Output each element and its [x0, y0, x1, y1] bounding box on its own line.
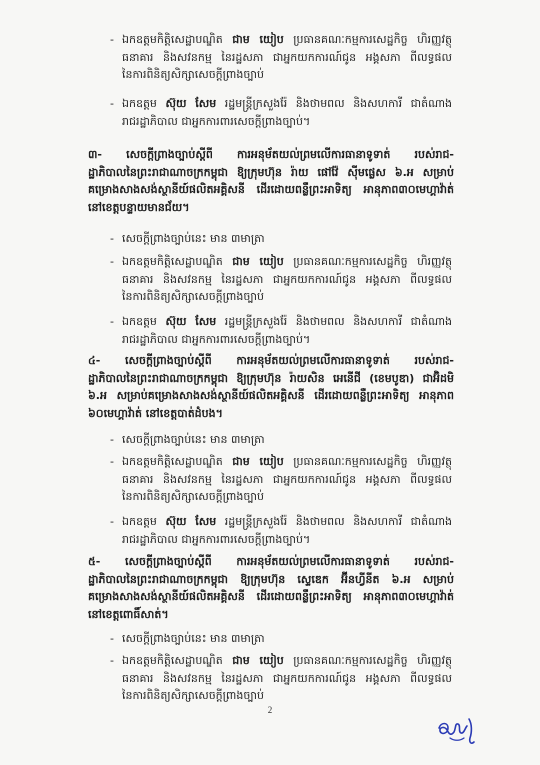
bullet-line: នៃការពិនិត្យសិក្សាសេចក្តីព្រាងច្បាប់ [122, 290, 264, 303]
bullet-line [122, 513, 452, 531]
section-4-heading [88, 352, 454, 422]
bullet-dash: - [110, 455, 114, 468]
bullet-item-reporter [110, 453, 454, 506]
bullet-item-minister [110, 95, 454, 130]
bullet-line: នៃការពិនិត្យសិក្សាសេចក្តីព្រាងច្បាប់ [122, 689, 264, 702]
line-text: ឯកឧត្តម [122, 315, 166, 328]
handwritten-initial-signature [436, 714, 478, 748]
bullet-line [122, 313, 452, 331]
section-line: គម្រោងសាងសង់ស្ថានីយ៍ផលិតអគ្គិសនី ដើរដោយពន្លឺព្រះអាទិត្យ អានុភាព៣០មេហ្គាវ៉ាត់ [88, 590, 454, 603]
section-line: ដ្ឋាភិបាលនៃព្រះរាជាណាចក្រកម្ពុជា ឱ្យក្រុមហ៊ុន រ៉ាយ ផៅវ៉ែ ស៊ីមផ្លេស ៦.អ សម្រាប់ [88, 165, 454, 179]
bullet-line [122, 253, 452, 271]
bullet-line: រាជរដ្ឋាភិបាល ជាអ្នកការពារសេចក្តីព្រាងច្បាប់។ [122, 332, 311, 346]
bullet-dash: - [110, 97, 114, 110]
person-name: ជាម យៀប [232, 255, 284, 268]
bullet-line: នៃការពិនិត្យសិក្សាសេចក្តីព្រាងច្បាប់ [122, 68, 264, 81]
bullet-line: ធនាគារ និងសវនកម្ម នៃរដ្ឋសភា ជាអ្នកយកការណ៍ជូន អង្គសភា ពីលទ្ធផល [122, 671, 452, 685]
bullet-line: សេចក្តីព្រាងច្បាប់នេះ មាន ៣មាត្រា [122, 632, 265, 645]
bullet-line: នៃការពិនិត្យសិក្សាសេចក្តីព្រាងច្បាប់ [122, 490, 264, 503]
person-name: ស៊ុយ សែម [165, 515, 217, 528]
bullet-line [122, 31, 452, 49]
bullet-line: ធនាគារ និងសវនកម្ម នៃរដ្ឋសភា ជាអ្នកយកការណ៍ជូន អង្គសភា ពីលទ្ធផល [122, 472, 452, 486]
line-text: ឯកឧត្តមកិត្តិសេដ្ឋាបណ្ឌិត [122, 33, 233, 46]
bullet-item-reporter [110, 31, 454, 84]
section-line: នៅខេត្តបន្ទាយមានជ័យ។ [88, 200, 190, 214]
line-text: ឯកឧត្តមកិត្តិសេដ្ឋាបណ្ឌិត [122, 255, 233, 268]
section-line: ៦០មេហ្គាវ៉ាត់ នៅខេត្តបាត់ដំបង។ [88, 406, 223, 420]
section-line: ៤- សេចក្តីព្រាងច្បាប់ស្តីពី ការអនុម័តយល់ព្រមលើការធានាទូទាត់ របស់រាជ- [88, 354, 454, 367]
line-text: រដ្ឋមន្ត្រីក្រសួងរ៉ែ និងថាមពល និងសហការី ជាតំណាង [216, 315, 452, 328]
line-text: ឯកឧត្តមកិត្តិសេដ្ឋាបណ្ឌិត [122, 455, 233, 468]
bullet-line [122, 652, 452, 670]
bullet-dash: - [110, 654, 114, 667]
person-name: ជាម យៀប [232, 654, 284, 667]
section-line: នៅខេត្តពោធិ៍សាត់។ [88, 607, 169, 621]
line-text: ឯកឧត្តមកិត្តិសេដ្ឋាបណ្ឌិត [122, 654, 233, 667]
bullet-item-article-count [110, 230, 454, 248]
bullet-item-minister [110, 513, 454, 548]
line-text: រដ្ឋមន្ត្រីក្រសួងរ៉ែ និងថាមពល និងសហការី ជាតំណាង [216, 97, 452, 110]
line-text: ឯកឧត្តម [122, 515, 166, 528]
bullet-item-article-count [110, 431, 454, 449]
page-number: 2 [267, 705, 273, 715]
person-name: ជាម យៀប [232, 33, 284, 46]
bullet-line [122, 453, 452, 471]
bullet-item-reporter [110, 253, 454, 306]
line-text: ប្រធានគណៈកម្មការសេដ្ឋកិច្ច ហិរញ្ញវត្ថុ [283, 455, 452, 468]
section-line: ៥- សេចក្តីព្រាងច្បាប់ស្តីពី ការអនុម័តយល់ព្រមលើការធានាទូទាត់ របស់រាជ- [88, 555, 454, 568]
section-line: ដ្ឋាភិបាលនៃព្រះរាជាណាចក្រកម្ពុជា ឱ្យក្រុមហ៊ុន ស្ទេឌេក អ៊ីនហ្វីនីត ៦.អ សម្រាប់ [88, 572, 454, 586]
bullet-dash: - [110, 33, 114, 46]
bullet-line: រាជរដ្ឋាភិបាល ជាអ្នកការពារសេចក្តីព្រាងច្បាប់។ [122, 114, 311, 128]
bullet-dash: - [110, 433, 114, 446]
section-line: ដ្ឋាភិបាលនៃព្រះរាជាណាចក្រកម្ពុជា ឱ្យក្រុមហ៊ុន រ៉ាយសិន អេនើជី (ខេមបូឌា) ជាអ៊ិដមិ [88, 371, 454, 385]
bullet-dash: - [110, 255, 114, 268]
bullet-item-article-count [110, 630, 454, 648]
line-text: ប្រធានគណៈកម្មការសេដ្ឋកិច្ច ហិរញ្ញវត្ថុ [283, 255, 452, 268]
bullet-dash: - [110, 632, 114, 645]
section-3-heading [88, 146, 454, 216]
bullet-line: ធនាគារ និងសវនកម្ម នៃរដ្ឋសភា ជាអ្នកយកការណ៍ជូន អង្គសភា ពីលទ្ធផល [122, 272, 452, 286]
section-line: ៦.អ សម្រាប់គម្រោងសាងសង់ស្ថានីយ៍ផលិតអគ្គិសនី ដើរដោយពន្លឺព្រះអាទិត្យ អានុភាព [88, 389, 454, 402]
person-name: ជាម យៀប [232, 455, 284, 468]
bullet-line: រាជរដ្ឋាភិបាល ជាអ្នកការពារសេចក្តីព្រាងច្បាប់។ [122, 532, 311, 546]
section-5-heading [88, 553, 454, 623]
line-text: រដ្ឋមន្ត្រីក្រសួងរ៉ែ និងថាមពល និងសហការី ជាតំណាង [216, 515, 452, 528]
bullet-dash: - [110, 315, 114, 328]
bullet-line: សេចក្តីព្រាងច្បាប់នេះ មាន ៣មាត្រា [122, 433, 265, 446]
bullet-line [122, 95, 452, 113]
bullet-line: ធនាគារ និងសវនកម្ម នៃរដ្ឋសភា ជាអ្នកយកការណ៍ជូន អង្គសភា ពីលទ្ធផល [122, 50, 452, 64]
section-line: គម្រោងសាងសង់ស្ថានីយ៍ផលិតអគ្គិសនី ដើរដោយពន្លឺព្រះអាទិត្យ អានុភាព៣០មេហ្គាវ៉ាត់ [88, 183, 454, 196]
line-text: ឯកឧត្តម [122, 97, 166, 110]
line-text: ប្រធានគណៈកម្មការសេដ្ឋកិច្ច ហិរញ្ញវត្ថុ [283, 33, 452, 46]
bullet-dash: - [110, 515, 114, 528]
bullet-line: សេចក្តីព្រាងច្បាប់នេះ មាន ៣មាត្រា [122, 232, 265, 245]
bullet-dash: - [110, 232, 114, 245]
line-text: ប្រធានគណៈកម្មការសេដ្ឋកិច្ច ហិរញ្ញវត្ថុ [283, 654, 452, 667]
person-name: ស៊ុយ សែម [165, 315, 217, 328]
section-line: ៣- សេចក្តីព្រាងច្បាប់ស្តីពី ការអនុម័តយល់ព្រមលើការធានាទូទាត់ របស់រាជ- [88, 148, 454, 161]
person-name: ស៊ុយ សែម [165, 97, 217, 110]
bullet-item-minister [110, 313, 454, 348]
bullet-item-reporter [110, 652, 454, 705]
